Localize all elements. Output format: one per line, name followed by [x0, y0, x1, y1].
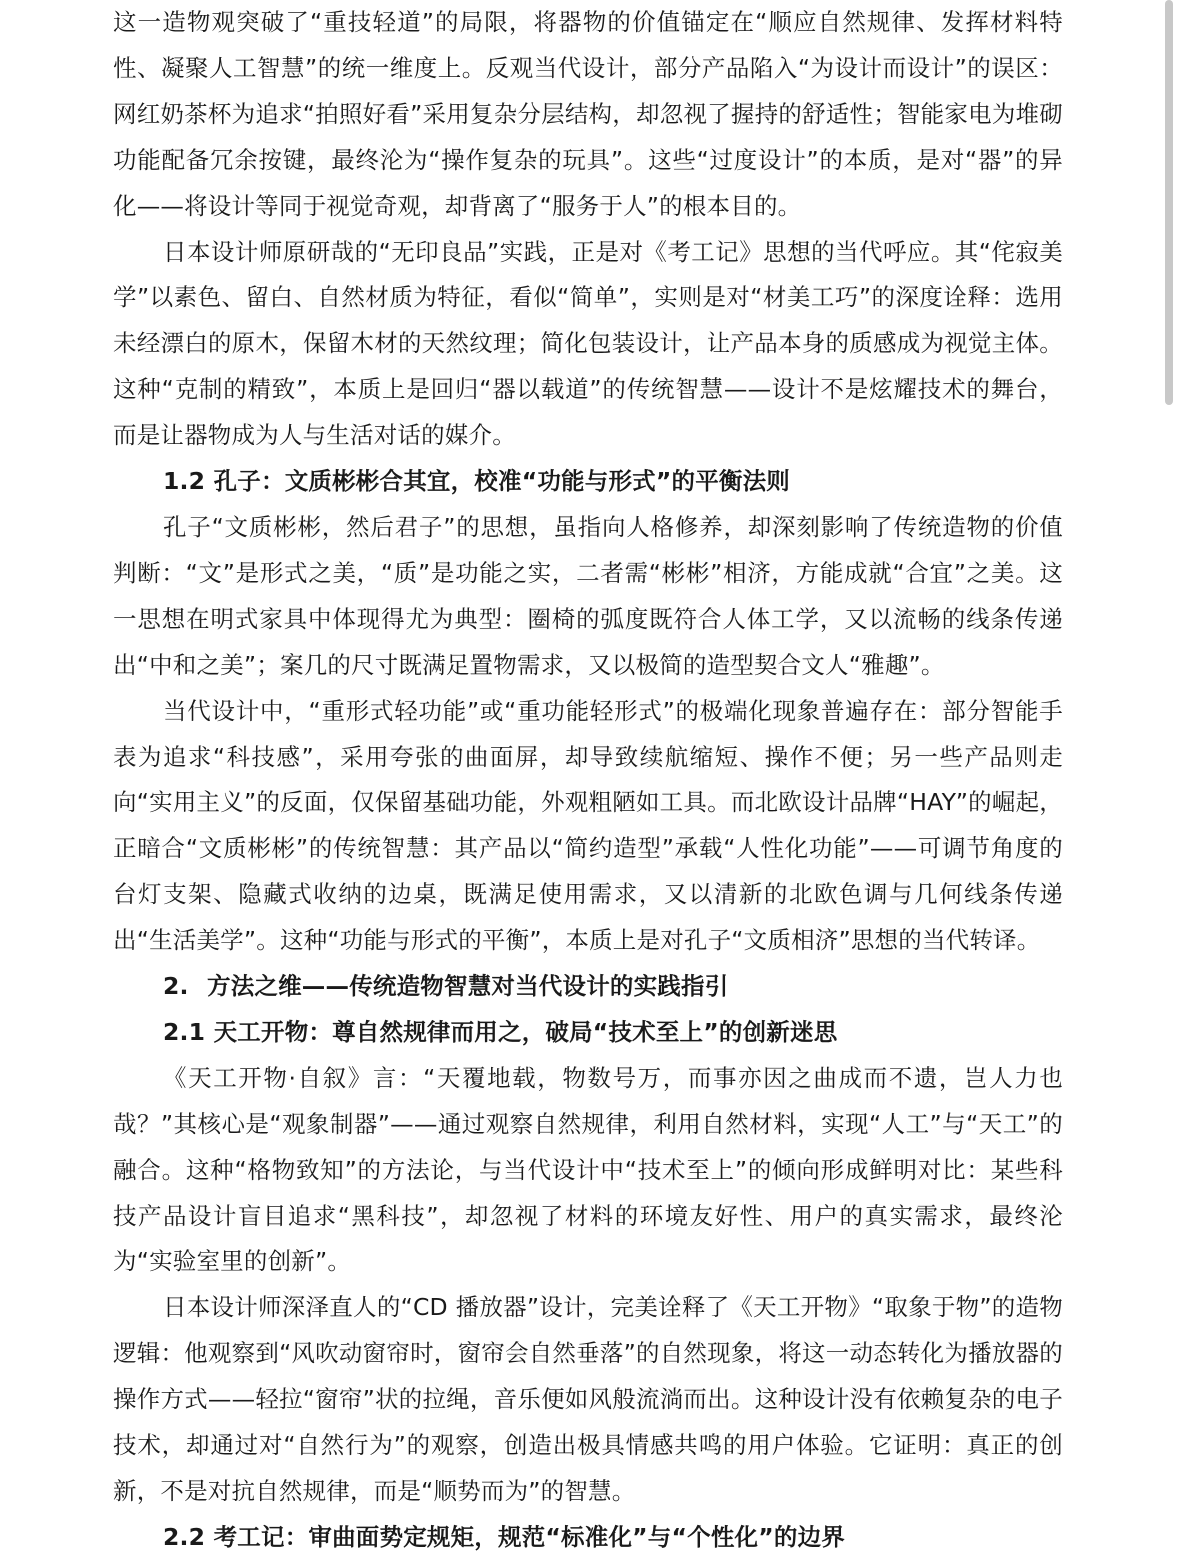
- scrollbar[interactable]: [1159, 0, 1179, 1537]
- paragraph-2: 日本设计师原研哉的“无印良品”实践，正是对《考工记》思想的当代呼应。其“侘寂美学”以素色、留白、自然材质为特征，看似“简单”，实则是对“材美工巧”的深度诠释：选用未经漂白的原木，保留木材的天然纹理；简化包装设计，让产品本身的质感成为视觉主体。这种“克制的精致”，本质上是回归“器以载道”的传统智慧——设计不是炫耀技术的舞台，而是让器物成为人与生活对话的媒介。: [113, 237, 1063, 450]
- section-heading-1-2-text: 1.2 孔子：文质彬彬合其宜，校准“功能与形式”的平衡法则: [163, 467, 791, 496]
- section-heading-1-2: [113, 459, 1063, 505]
- section-heading-2-2-text: 2.2 考工记：审曲面势定规矩，规范“标准化”与“个性化”的边界: [163, 1522, 845, 1551]
- document-body: [113, 0, 1063, 1561]
- paragraph-3: 孔子“文质彬彬，然后君子”的思想，虽指向人格修养，却深刻影响了传统造物的价值判断：“文”是形式之美，“质”是功能之实，二者需“彬彬”相济，方能成就“合宜”之美。这一思想在明式家具中体现得尤为典型：圈椅的弧度既符合人体工学，又以流畅的线条传递出“中和之美”；案几的尺寸既满足置物需求，又以极简的造型契合文人“雅趣”。: [113, 512, 1063, 679]
- paragraph-6: 日本设计师深泽直人的“CD 播放器”设计，完美诠释了《天工开物》“取象于物”的造物逻辑：他观察到“风吹动窗帘时，窗帘会自然垂落”的自然现象，将这一动态转化为播放器的操作方式——轻拉“窗帘”状的拉绳，音乐便如风般流淌而出。这种设计没有依赖复杂的电子技术，却通过对“自然行为”的观察，创造出极具情感共鸣的用户体验。它证明：真正的创新，不是对抗自然规律，而是“顺势而为”的智慧。: [113, 1293, 1063, 1505]
- section-heading-2-2: [113, 1515, 1063, 1561]
- paragraph-1: 这一造物观突破了“重技轻道”的局限，将器物的价值锚定在“顺应自然规律、发挥材料特性、凝聚人工智慧”的统一维度上。反观当代设计，部分产品陷入“为设计而设计”的误区：网红奶茶杯为追求“拍照好看”采用复杂分层结构，却忽视了握持的舒适性；智能家电为堆砌功能配备冗余按键，最终沦为“操作复杂的玩具”。这些“过度设计”的本质，是对“器”的异化——将设计等同于视觉奇观，却背离了“服务于人”的根本目的。: [113, 8, 1063, 220]
- section-heading-2-text: 方法之维——传统造物智慧对当代设计的实践指引: [207, 972, 729, 1001]
- paragraph-4: 当代设计中，“重形式轻功能”或“重功能轻形式”的极端化现象普遍存在：部分智能手表为追求“科技感”，采用夸张的曲面屏，却导致续航缩短、操作不便；另一些产品则走向“实用主义”的反面，仅保留基础功能，外观粗陋如工具。而北欧设计品牌“HAY”的崛起，正暗合“文质彬彬”的传统智慧：其产品以“简约造型”承载“人性化功能”——可调节角度的台灯支架、隐藏式收纳的边桌，既满足使用需求，又以清新的北欧色调与几何线条传递出“生活美学”。这种“功能与形式的平衡”，本质上是对孔子“文质相济”思想的当代转译。: [113, 696, 1063, 955]
- section-number: 2.: [163, 972, 189, 1001]
- section-heading-2-1-text: 2.1 天工开物：尊自然规律而用之，破局“技术至上”的创新迷思: [163, 1017, 838, 1046]
- scrollbar-thumb[interactable]: [1165, 0, 1173, 405]
- section-heading-2-1: [113, 1010, 1063, 1056]
- paragraph-5: 《天工开物·自叙》言：“天覆地载，物数号万，而事亦因之曲成而不遗，岂人力也哉？”其核心是“观象制器”——通过观察自然规律，利用自然材料，实现“人工”与“天工”的融合。这种“格物致知”的方法论，与当代设计中“技术至上”的倾向形成鲜明对比：某些科技产品设计盲目追求“黑科技”，却忽视了材料的环境友好性、用户的真实需求，最终沦为“实验室里的创新”。: [113, 1063, 1063, 1276]
- section-heading-2: [113, 964, 1063, 1010]
